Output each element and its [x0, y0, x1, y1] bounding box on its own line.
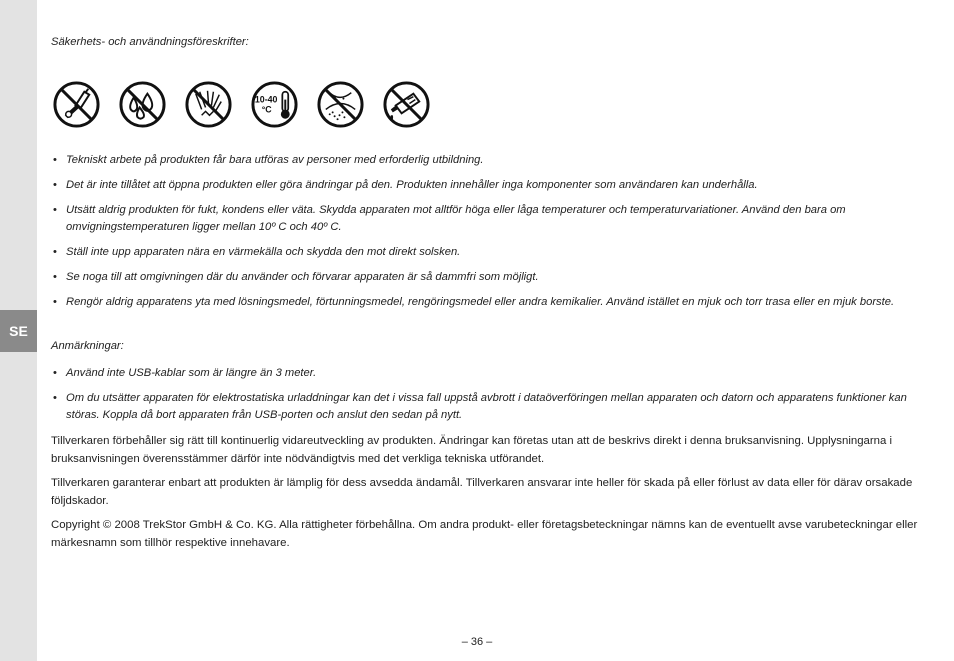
page-number: – 36 – [461, 636, 493, 648]
no-dust-icon [316, 80, 365, 129]
safety-item: • Det är inte tillåtet att öppna produkten eller göra ändringar på den. Produkten innehåller inga komponenter som användaren kan underhålla. [51, 177, 921, 194]
notes-list [51, 365, 921, 424]
no-moisture-icon [118, 80, 167, 129]
safety-item: • Rengör aldrig apparatens yta med lösningsmedel, förtunningsmedel, rengöringsmedel eller andra kemikalier. Använd istället en mjuk och torr trasa eller en mjuk borste. [51, 294, 921, 311]
safety-item: • Ställ inte upp apparaten nära en värmekälla och skydda den mot direkt solsken. [51, 244, 921, 261]
paragraph: Tillverkaren garanterar enbart att produkten är lämplig för dess avsedda ändamål. Tillverkaren ansvarar inte heller för skada på eller förlust av data eller för därav orsakade följdskador. [51, 477, 913, 507]
no-magnetic-icon [184, 80, 233, 129]
safety-title: Säkerhets- och användningsföreskrifter: [51, 36, 249, 48]
safety-item: • Tekniskt arbete på produkten får bara utföras av personer med erforderlig utbildning. [51, 152, 921, 169]
notes-item: • Om du utsätter apparaten för elektrostatiska urladdningar kan det i vissa fall uppstå avbrott i dataöverföringen mellan apparaten och datorn och apparatens funktioner kan störas. Koppla då bort apparaten från USB-porten och anslut den sedan på nytt. [51, 390, 921, 424]
safety-icons [52, 80, 921, 129]
paragraph: Tillverkaren förbehåller sig rätt till kontinuerlig vidareutveckling av produkten. Ändringar kan företas utan att de beskrivs direkt i denna bruksanvisning. Upplysningarna i bruksanvisningen överensstämmer därför inte nödvändigtvis med det verkliga tekniska utförandet. [51, 435, 893, 465]
safety-list [51, 152, 921, 311]
temperature-icon [250, 80, 299, 129]
language-tab: SE [0, 310, 37, 352]
safety-item: • Utsätt aldrig produkten för fukt, kondens eller väta. Skydda apparaten mot alltför höga eller låga temperaturer och temperaturvariationer. Använd den bara om omvigningstemperaturen ligger mellan 10º C och 40º C. [51, 202, 921, 236]
temperature-unit: °C [261, 104, 272, 115]
safety-item: • Se noga till att omgivningen där du använder och förvarar apparaten är så dammfri som möjligt. [51, 269, 921, 286]
main-content [51, 34, 921, 558]
temperature-range: 10-40 [254, 94, 278, 105]
notes-item: • Använd inte USB-kablar som är längre än 3 meter. [51, 365, 921, 382]
no-tools-icon [52, 80, 101, 129]
paragraph: Copyright © 2008 TrekStor GmbH & Co. KG. Alla rättigheter förbehållna. Om andra produkt- eller företagsbeteckningar nämns kan de eventuellt avse varubeteckningar eller märkesnamn som tillhör respektive innehavare. [51, 519, 918, 549]
sidebar [0, 0, 37, 661]
notes-title: Anmärkningar: [51, 340, 124, 352]
no-chemicals-icon [382, 80, 431, 129]
